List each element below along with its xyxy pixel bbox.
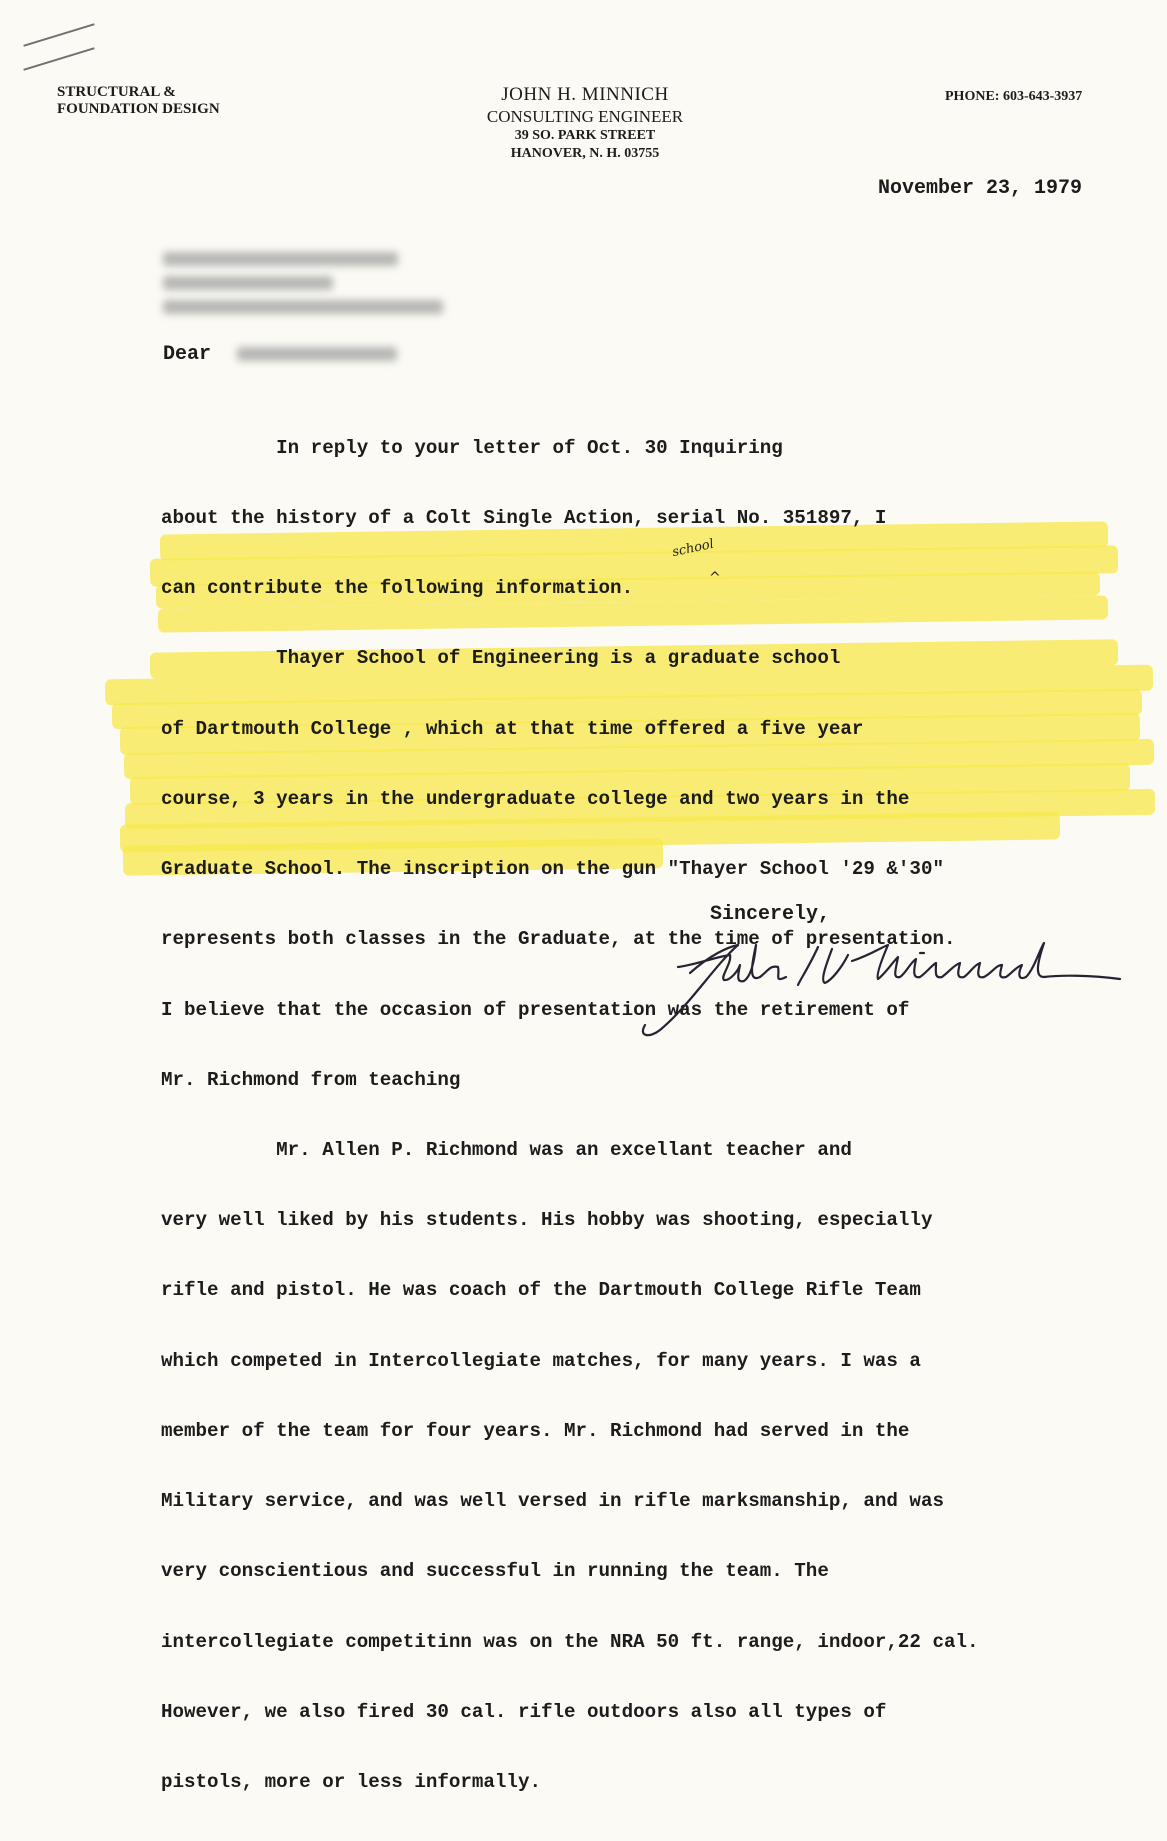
specialty-line: STRUCTURAL &: [57, 84, 176, 100]
handwritten-insert: school: [670, 536, 716, 561]
signature: [620, 925, 1140, 1055]
letter-body: [161, 390, 1161, 1841]
body-line: of Dartmouth College , which at that time offered a five year: [161, 717, 864, 740]
body-line: can contribute the following information.: [161, 577, 634, 600]
letterhead-title: CONSULTING ENGINEER: [486, 107, 684, 126]
redacted-recipient-line: [163, 276, 333, 290]
body-line: course, 3 years in the undergraduate college and two years in the: [161, 787, 910, 810]
body-line: In reply to your letter of Oct. 30 Inquiring: [161, 436, 783, 459]
insert-caret: ^: [709, 570, 721, 586]
specialty-line: FOUNDATION DESIGN: [57, 101, 220, 117]
letterhead-center: [430, 84, 740, 163]
body-line: I believe that the occasion of presentation was the retirement of: [161, 998, 910, 1021]
letterhead-phone: PHONE: 603-643-3937: [945, 89, 1083, 104]
closing: Sincerely,: [710, 903, 831, 926]
salutation-text: Dear: [163, 343, 212, 366]
redacted-recipient-line: [163, 300, 443, 314]
redacted-recipient-line: [163, 252, 398, 266]
body-line: about the history of a Colt Single Action, serial No. 351897, I: [161, 507, 887, 530]
body-line: which competed in Intercollegiate matches, for many years. I was a: [161, 1349, 921, 1372]
letterhead-street: 39 SO. PARK STREET: [514, 128, 656, 143]
body-line: pistols, more or less informally.: [161, 1770, 541, 1793]
body-line: Military service, and was well versed in rifle marksmanship, and was: [161, 1490, 944, 1513]
body-line: very conscientious and successful in running the team. The: [161, 1560, 829, 1583]
salutation: [163, 343, 397, 366]
body-line: Mr. Allen P. Richmond was an excellant teacher and: [161, 1139, 852, 1161]
body-line: Thayer School of Engineering is a graduate school: [161, 647, 841, 670]
body-line: member of the team for four years. Mr. Richmond had served in the: [161, 1419, 910, 1442]
pen-mark: [23, 47, 94, 71]
body-line: Mr. Richmond from teaching: [161, 1068, 461, 1091]
pen-mark: [23, 23, 94, 47]
letterhead-name: JOHN H. MINNICH: [501, 84, 669, 105]
body-line: rifle and pistol. He was coach of the Dartmouth College Rifle Team: [161, 1279, 921, 1302]
body-line: represents both classes in the Graduate, at the time of presentation.: [161, 928, 956, 951]
letter-date: November 23, 1979: [878, 177, 1083, 200]
body-line: intercollegiate competitinn was on the NRA 50 ft. range, indoor,22 cal.: [161, 1630, 979, 1653]
letterhead-specialty: [57, 84, 220, 118]
redacted-recipient-name: [237, 347, 397, 361]
body-line: Graduate School. The inscription on the gun "Thayer School '29 &'30": [161, 858, 944, 881]
body-line: very well liked by his students. His hobby was shooting, especially: [161, 1209, 933, 1232]
letterhead-city: HANOVER, N. H. 03755: [510, 146, 660, 161]
body-line: However, we also fired 30 cal. rifle outdoors also all types of: [161, 1700, 887, 1723]
